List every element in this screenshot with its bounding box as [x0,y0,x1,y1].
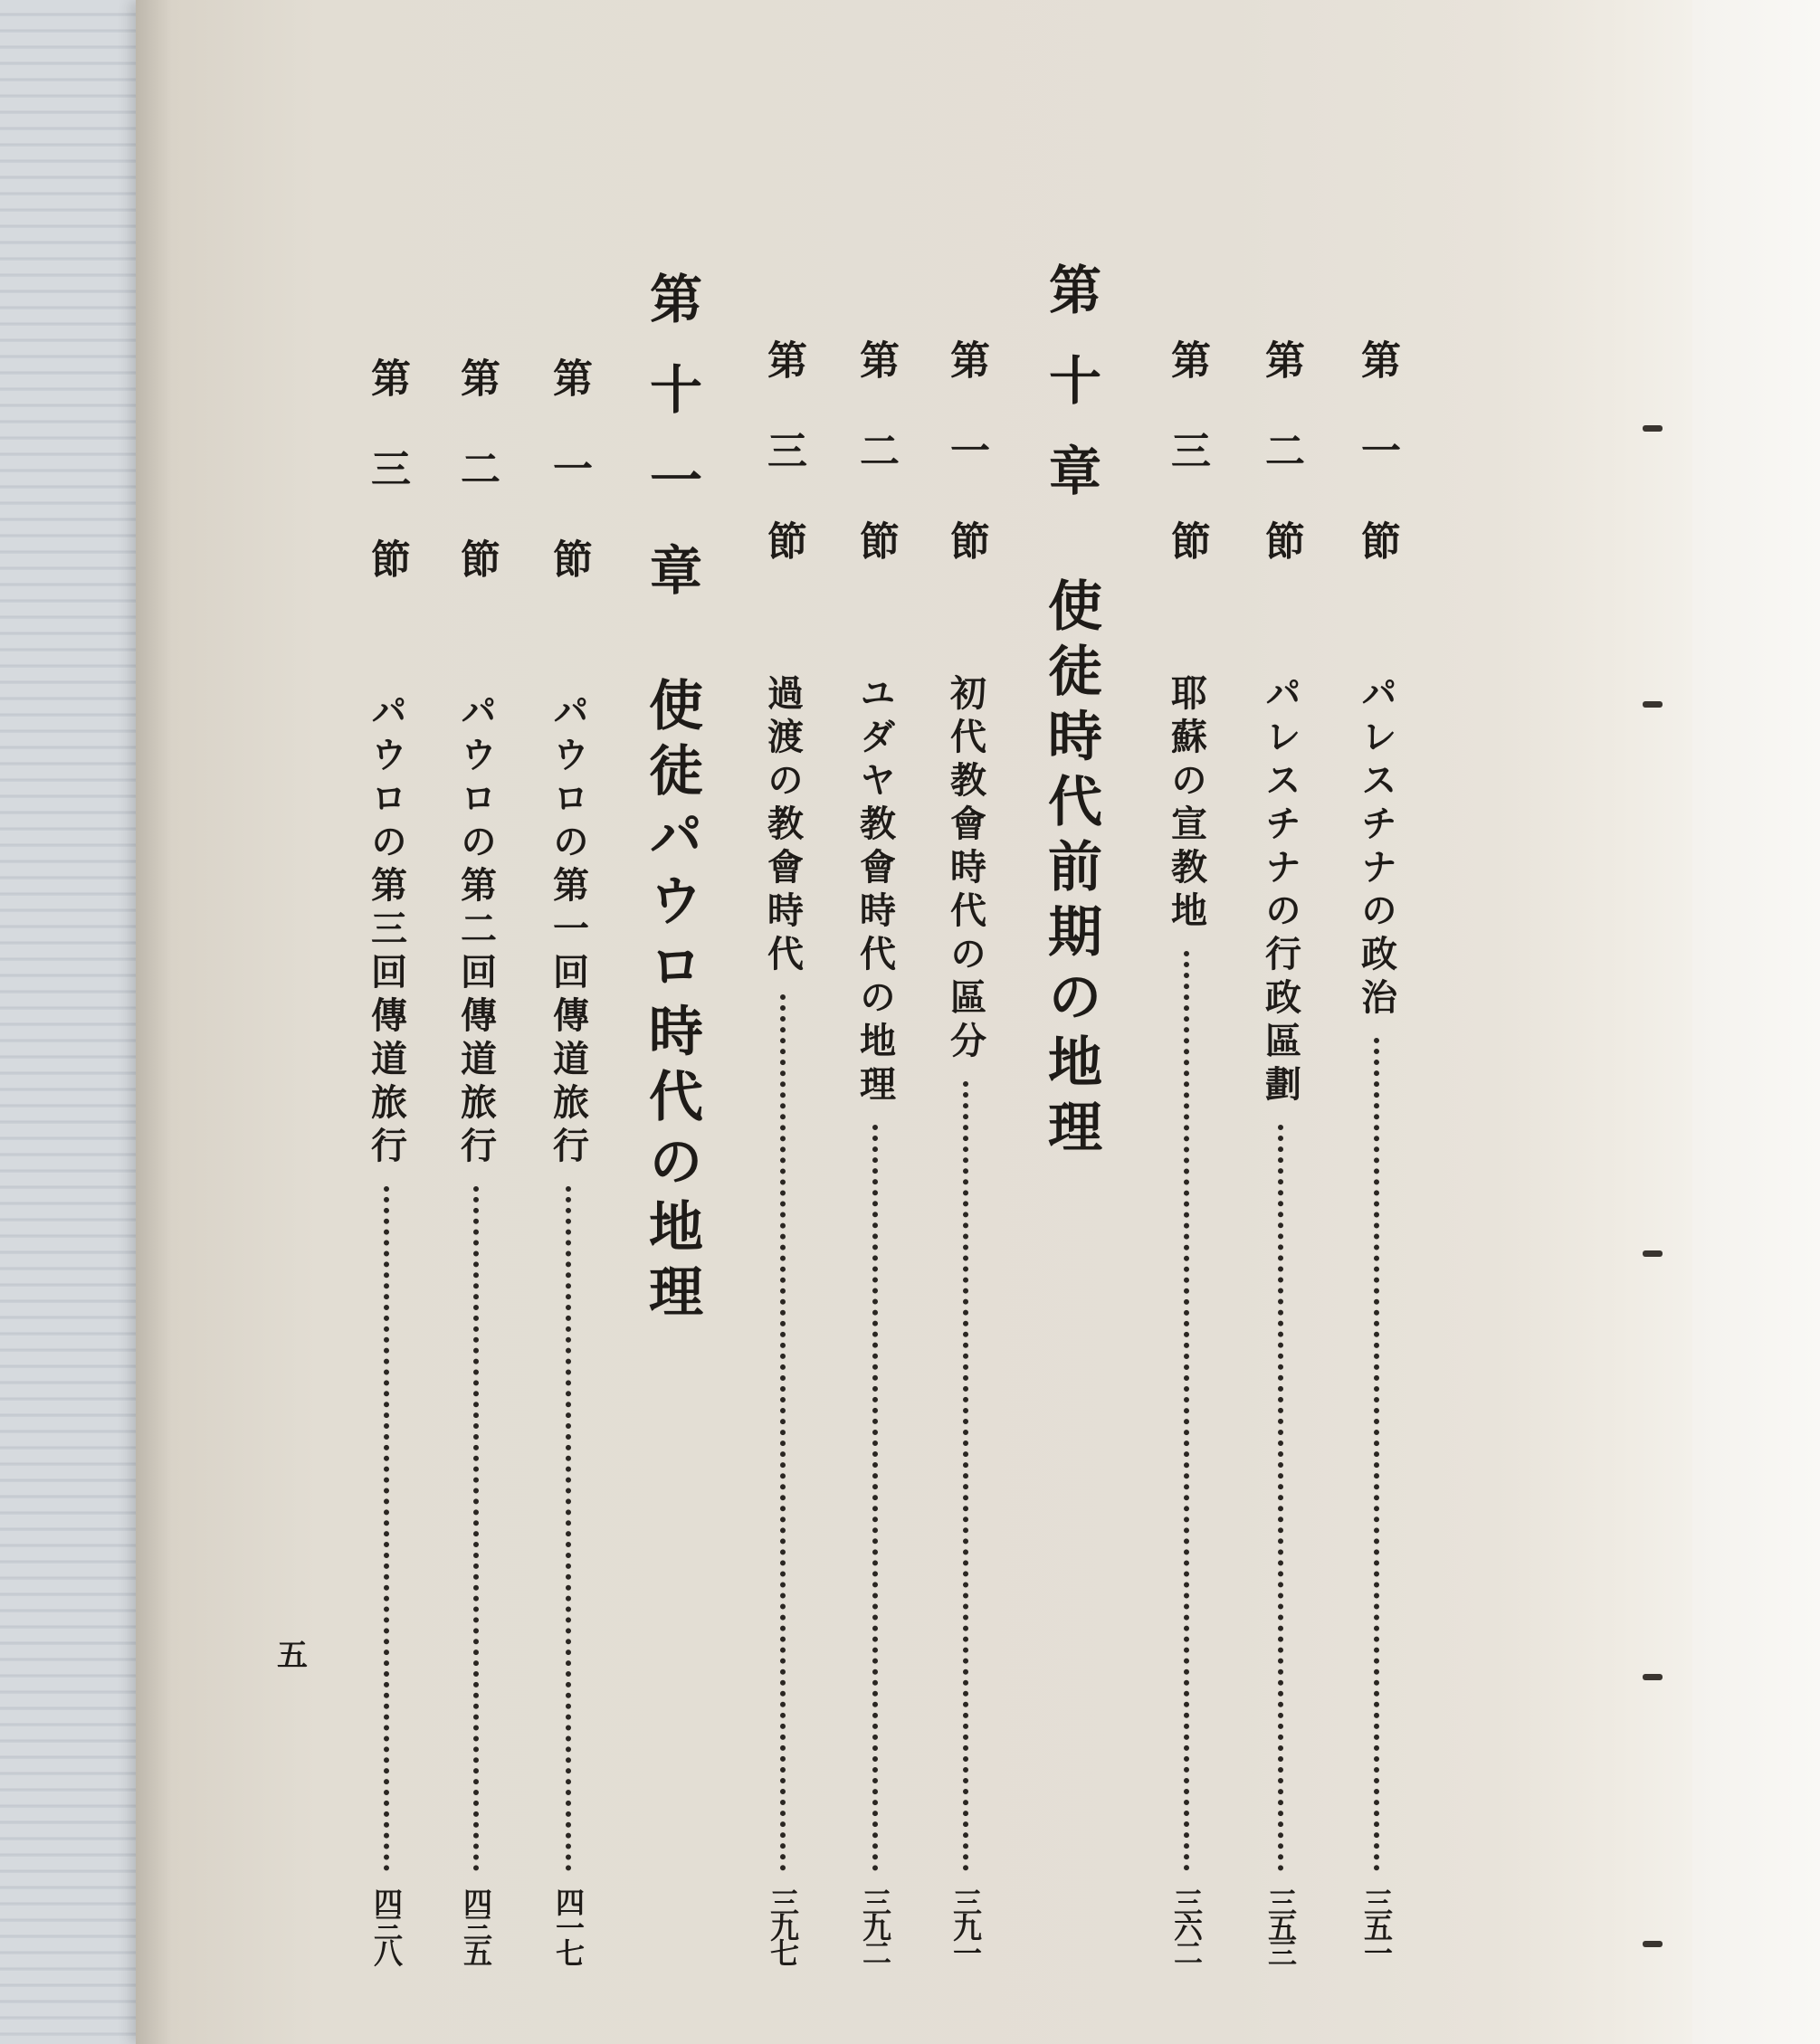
page-folio: 五 [277,1638,308,1674]
section-label: 第一節 [546,357,592,629]
page-number: 三九一 [948,1887,983,1963]
section-label: 第一節 [943,339,989,611]
binding-stitch [1643,1674,1663,1680]
dot-leader [872,1125,878,1871]
page-number: 四三八 [369,1887,404,1963]
section-label: 第二節 [1258,339,1304,611]
section-title: パレスチナの政治 [1355,674,1398,1022]
dot-leader [384,1186,389,1871]
dot-leader [963,1081,968,1871]
section-title: パウロの第二回傳道旅行 [454,692,498,1170]
toc-entry[interactable] [346,357,427,1963]
binding-stitch [1643,1941,1663,1947]
section-label: 第三節 [364,357,410,629]
dot-leader [1374,1038,1379,1871]
toc-entry[interactable] [1240,339,1321,1963]
chapter-label: 第十章 [1040,262,1101,534]
toc-entry[interactable] [435,357,517,1963]
binding-stitch [1643,701,1663,708]
toc-entry[interactable] [528,357,609,1963]
toc-entry[interactable] [834,339,916,1963]
chapter-title: 使徒時代前期の地理 [1039,577,1102,1164]
page-number: 三九二 [858,1887,892,1963]
chapter-label: 第十一章 [641,271,702,633]
section-label: 第三節 [1164,339,1210,611]
dot-leader [473,1186,479,1871]
section-title: パレスチナの行政區劃 [1259,674,1302,1108]
dot-leader [1278,1125,1283,1871]
page-number: 三九七 [766,1887,800,1963]
page-number: 四一七 [551,1887,586,1963]
chapter-heading[interactable] [1030,262,1111,1258]
page-number: 三六二 [1169,1887,1204,1963]
section-title: 初代教會時代の區分 [944,674,987,1065]
chapter-heading[interactable] [631,271,712,1328]
page-number: 三五三 [1263,1887,1298,1963]
binding-stitch [1643,425,1663,432]
section-title: パウロの第一回傳道旅行 [547,692,590,1170]
dot-leader [780,994,786,1871]
chapter-title: 使徒パウロ時代の地理 [640,677,703,1328]
dot-leader [566,1186,571,1871]
binding-stitch [1643,1250,1663,1257]
page-edge [1692,0,1820,2044]
section-label: 第一節 [1354,339,1400,611]
section-label: 第二節 [453,357,500,629]
section-label: 第三節 [760,339,806,611]
dot-leader [1184,951,1189,1871]
page-number: 三五一 [1359,1887,1394,1963]
section-title: 過渡の教會時代 [761,674,805,978]
toc-entry[interactable] [742,339,824,1963]
toc-entry[interactable] [1336,339,1417,1963]
section-title: パウロの第三回傳道旅行 [365,692,408,1170]
section-title: 耶蘇の宣教地 [1165,674,1208,935]
page-number: 四三五 [459,1887,493,1963]
toc-entry[interactable] [925,339,1006,1963]
section-label: 第二節 [853,339,899,611]
toc-entry[interactable] [1146,339,1227,1963]
section-title: ユダヤ教會時代の地理 [853,674,897,1108]
